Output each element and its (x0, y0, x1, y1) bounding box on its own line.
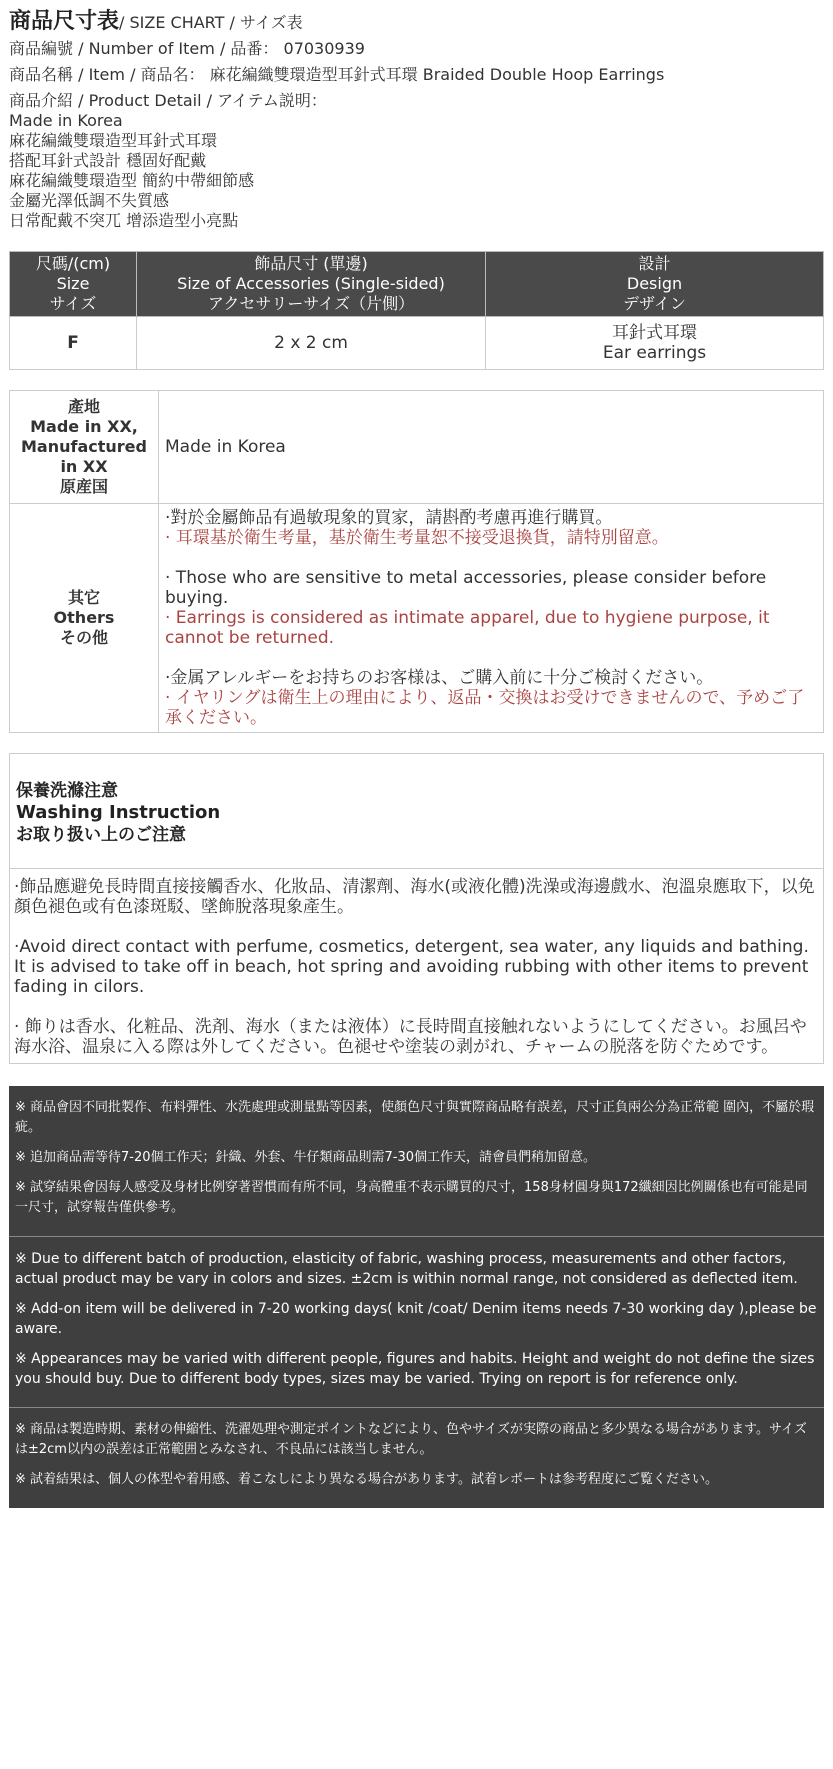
header-design-en: Design (626, 274, 683, 293)
detail-line: 搭配耳針式設計 穩固好配戴 (9, 151, 207, 170)
spacer (165, 648, 817, 668)
notice-item: ※ Due to different batch of production, elasticity of fabric, washing process, measurements and other factors, actual product may be vary in colors and sizes. ±2cm is within normal range, not considered as deflected item. (15, 1251, 798, 1287)
others-value (159, 504, 824, 733)
origin-value: Made in Korea (159, 391, 824, 504)
others-row (10, 504, 824, 733)
detail-line: 日常配戴不突兀 增添造型小亮點 (9, 211, 239, 230)
notice-item: ※ 追加商品需等待7-20個工作天；針織、外套、牛仔類商品則需7-30個工作天，請會員們稍加留意。 (15, 1150, 597, 1165)
product-detail-lines (9, 111, 824, 231)
detail-line: Made in Korea (9, 111, 123, 130)
origin-label-ja: 原産国 (59, 477, 108, 496)
origin-label-en-2: Manufactured (21, 437, 147, 456)
item-name-value: 麻花編織雙環造型耳針式耳環 Braided Double Hoop Earrings (209, 65, 665, 84)
product-detail-label: 商品介紹 / Product Detail / アイテム説明： (9, 91, 327, 110)
notice-block-ja (9, 1408, 824, 1508)
notice-item: ※ 試穿結果會因每人感受及身材比例穿著習慣而有所不同，身高體重不表示購買的尺寸，158身材圓身與172纖細因比例關係也有可能是同一尺寸，試穿報告僅供參考。 (15, 1180, 808, 1215)
item-name-label: 商品名稱 / Item / 商品名： (9, 65, 205, 84)
size-table (9, 251, 824, 370)
size-value: F (10, 317, 137, 370)
header-design-zh: 設計 (638, 254, 671, 273)
origin-others-table (9, 390, 824, 733)
others-label-zh: 其它 (67, 588, 100, 607)
others-note-ja-2: · イヤリングは衛生上の理由により、返品・交換はお受けできませんので、予めご了承ください。 (165, 688, 805, 728)
others-label-en: Others (53, 608, 115, 627)
washing-text-zh: ·飾品應避免長時間直接接觸香水、化妝品、清潔劑、海水(或液化體)洗澡或海邊戲水、泡溫泉應取下，以免顏色褪色或有色漆斑駁、墜飾脫落現象產生。 (14, 877, 815, 917)
washing-text-en: ·Avoid direct contact with perfume, cosmetics, detergent, sea water, any liquids and bathing. It is advised to take off in beach, hot spring and avoiding rubbing with other items to prevent fading in cilors. (14, 937, 809, 997)
notice-panel (9, 1086, 824, 1508)
origin-label-en-1: Made in XX, (30, 417, 138, 436)
notice-item: ※ 試着結果は、個人の体型や着用感、着こなしにより異なる場合があります。試着レポートは参考程度にご覧ください。 (15, 1472, 718, 1487)
item-number (9, 39, 824, 59)
size-chart-page (9, 0, 824, 1508)
washing-title-ja: お取り扱い上のご注意 (16, 825, 186, 845)
origin-label-zh: 產地 (67, 397, 100, 416)
origin-row (10, 391, 824, 504)
others-note-ja-1: ·金属アレルギーをお持ちのお客様は、ご購入前に十分ご検討ください。 (165, 668, 714, 688)
washing-body (10, 869, 823, 1063)
table-row (10, 317, 824, 370)
origin-label-en-3: in XX (60, 457, 108, 476)
notice-item: ※ Appearances may be varied with different people, figures and habits. Height and weight do not define the sizes you should buy. Due to different body types, sizes may be varied. Trying on report is for reference only. (15, 1351, 815, 1387)
others-note-en-2: · Earrings is considered as intimate apparel, due to hygiene purpose, it cannot be returned. (165, 608, 770, 648)
page-title (9, 9, 824, 34)
washing-title-en: Washing Instruction (16, 802, 221, 823)
notice-item: ※ 商品會因不同批製作、布料彈性、水洗處理或測量點等因素，使顏色尺寸與實際商品略有誤差，尺寸正負兩公分為正常範 圍內，不屬於瑕疵。 (15, 1100, 815, 1135)
notice-item: ※ Add-on item will be delivered in 7-20 working days( knit /coat/ Denim items needs 7-30 working day ),please be aware. (15, 1301, 817, 1337)
item-name (9, 65, 824, 85)
washing-instruction (9, 753, 824, 1064)
item-number-value: 07030939 (283, 39, 365, 58)
page-title-main: 商品尺寸表 (9, 9, 120, 34)
detail-line: 麻花編織雙環造型 簡約中帶細節感 (9, 171, 255, 190)
product-info (9, 0, 824, 231)
size-table-header (10, 252, 824, 317)
notice-block-en (9, 1237, 824, 1408)
washing-title-zh: 保養洗滌注意 (16, 781, 118, 801)
origin-label (10, 391, 159, 504)
page-title-sub: / SIZE CHART / サイズ表 (119, 13, 303, 32)
header-size (10, 252, 137, 317)
others-note-en-1: · Those who are sensitive to metal accessories, please consider before buying. (165, 568, 767, 608)
others-note-zh-1: ·對於金屬飾品有過敏現象的買家，請斟酌考慮再進行購買。 (165, 508, 613, 528)
header-accessory-zh: 飾品尺寸 (單邊) (254, 254, 368, 273)
notice-item: ※ 商品は製造時期、素材の伸縮性、洗濯処理や測定ポイントなどにより、色やサイズが実際の商品と多少異なる場合があります。サイズは±2cm以内の誤差は正常範囲とみなされ、不良品には該当しません。 (15, 1422, 807, 1457)
header-accessory-size (137, 252, 486, 317)
header-accessory-en: Size of Accessories (Single-sided) (177, 274, 445, 293)
item-number-label: 商品編號 / Number of Item / 品番： (9, 39, 279, 58)
header-design-ja: デザイン (623, 294, 686, 313)
header-design (486, 252, 824, 317)
design-value (486, 317, 824, 370)
detail-line: 金屬光澤低調不失質感 (9, 191, 170, 210)
design-zh: 耳針式耳環 (612, 323, 697, 343)
others-note-zh-2: · 耳環基於衛生考量，基於衛生考量恕不接受退換貨，請特別留意。 (165, 528, 669, 548)
header-size-ja: サイズ (49, 294, 97, 313)
washing-title (10, 754, 823, 869)
header-size-zh: 尺碼/(cm) (35, 254, 111, 273)
design-en: Ear earrings (602, 343, 707, 363)
others-label (10, 504, 159, 733)
spacer (165, 548, 817, 568)
notice-block-zh (9, 1086, 824, 1237)
washing-text-ja: · 飾りは香水、化粧品、洗剤、海水（または液体）に長時間直接触れないようにしてください。お風呂や海水浴、温泉に入る際は外してください。色褪せや塗装の剥がれ、チャームの脱落を防ぐためです。 (14, 1017, 807, 1057)
others-label-ja: その他 (59, 628, 108, 647)
accessory-size-value: 2 x 2 cm (137, 317, 486, 370)
detail-line: 麻花編織雙環造型耳針式耳環 (9, 131, 218, 150)
header-size-en: Size (56, 274, 90, 293)
header-accessory-ja: アクセサリーサイズ（片側） (207, 294, 415, 313)
